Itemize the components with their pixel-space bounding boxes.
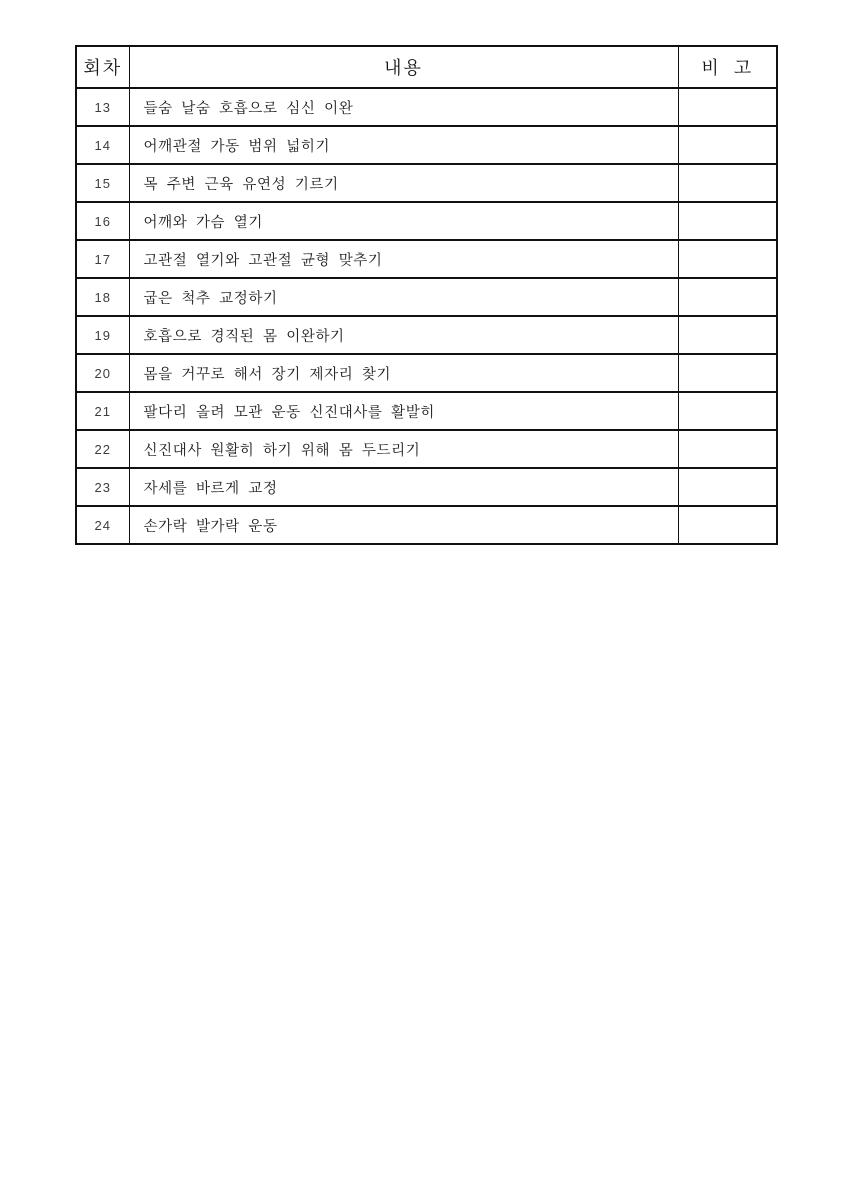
remarks-cell <box>678 88 777 126</box>
table-row <box>76 88 777 126</box>
remarks-cell <box>678 240 777 278</box>
table-row <box>76 468 777 506</box>
content-cell: 호흡으로 경직된 몸 이완하기 <box>129 316 678 354</box>
session-number-cell: 15 <box>76 164 129 202</box>
session-number-cell: 20 <box>76 354 129 392</box>
table-row <box>76 354 777 392</box>
remarks-cell <box>678 126 777 164</box>
session-number-cell: 21 <box>76 392 129 430</box>
remarks-cell <box>678 354 777 392</box>
table-body <box>76 88 777 544</box>
content-cell: 어깨관절 가동 범위 넓히기 <box>129 126 678 164</box>
content-cell: 어깨와 가슴 열기 <box>129 202 678 240</box>
table-row <box>76 506 777 544</box>
session-number-cell: 23 <box>76 468 129 506</box>
remarks-cell <box>678 202 777 240</box>
content-cell: 팔다리 올려 모관 운동 신진대사를 활발히 <box>129 392 678 430</box>
table-row <box>76 126 777 164</box>
header-session: 회차 <box>76 46 129 88</box>
remarks-cell <box>678 430 777 468</box>
header-content: 내용 <box>129 46 678 88</box>
session-number-cell: 24 <box>76 506 129 544</box>
remarks-cell <box>678 316 777 354</box>
content-cell: 신진대사 원활히 하기 위해 몸 두드리기 <box>129 430 678 468</box>
table-row <box>76 392 777 430</box>
content-cell: 몸을 거꾸로 해서 장기 제자리 찾기 <box>129 354 678 392</box>
table-row <box>76 164 777 202</box>
session-number-cell: 13 <box>76 88 129 126</box>
session-number-cell: 22 <box>76 430 129 468</box>
table-row <box>76 202 777 240</box>
session-number-cell: 14 <box>76 126 129 164</box>
table-row <box>76 278 777 316</box>
session-number-cell: 16 <box>76 202 129 240</box>
header-remarks: 비 고 <box>678 46 777 88</box>
session-schedule-table <box>75 45 778 545</box>
content-cell: 들숨 날숨 호흡으로 심신 이완 <box>129 88 678 126</box>
remarks-cell <box>678 392 777 430</box>
session-number-cell: 18 <box>76 278 129 316</box>
table-row <box>76 316 777 354</box>
remarks-cell <box>678 506 777 544</box>
remarks-cell <box>678 164 777 202</box>
remarks-cell <box>678 278 777 316</box>
session-number-cell: 19 <box>76 316 129 354</box>
remarks-cell <box>678 468 777 506</box>
content-cell: 손가락 발가락 운동 <box>129 506 678 544</box>
table-row <box>76 240 777 278</box>
session-number-cell: 17 <box>76 240 129 278</box>
table-row <box>76 430 777 468</box>
table-header-row <box>76 46 777 88</box>
content-cell: 목 주변 근육 유연성 기르기 <box>129 164 678 202</box>
content-cell: 자세를 바르게 교정 <box>129 468 678 506</box>
content-cell: 굽은 척추 교정하기 <box>129 278 678 316</box>
content-cell: 고관절 열기와 고관절 균형 맞추기 <box>129 240 678 278</box>
